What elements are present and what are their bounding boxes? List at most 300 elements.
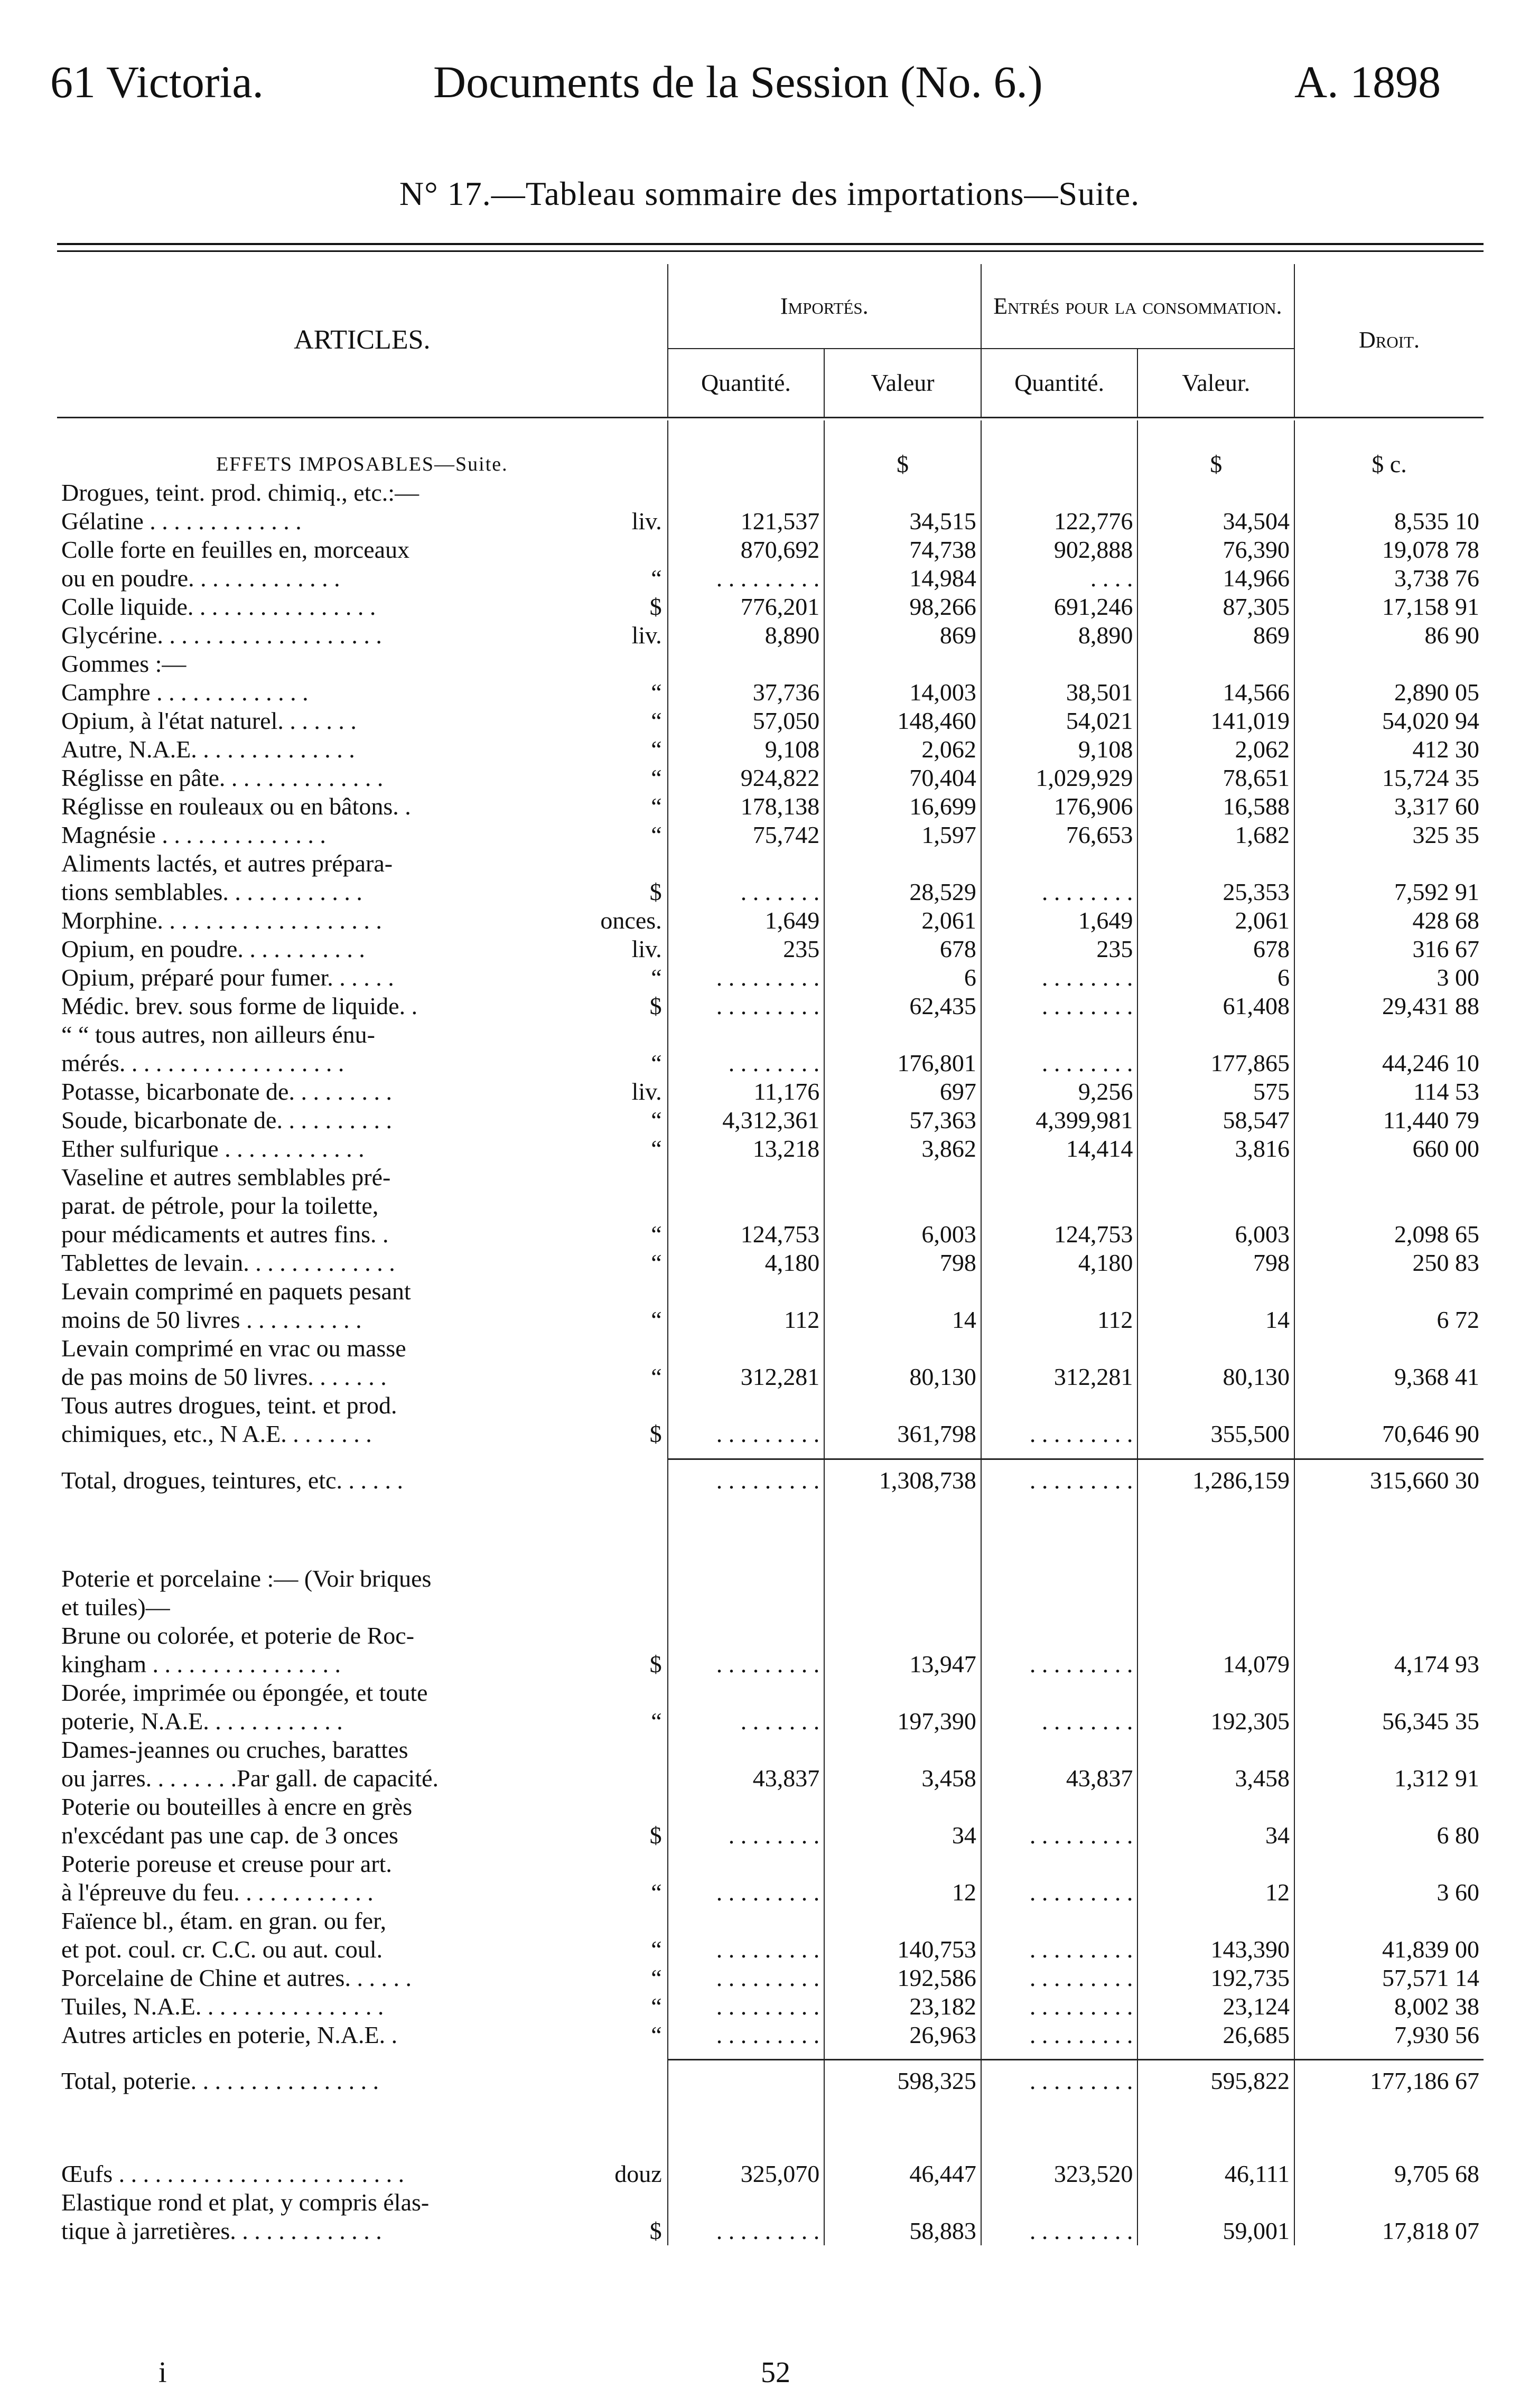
article-label: n'excédant pas une cap. de 3 onces <box>61 1821 398 1849</box>
valeur-entres-cell: 14,079 <box>1137 1650 1294 1679</box>
quantite-importes-cell <box>668 1192 825 1220</box>
droit-cell <box>1294 2188 1484 2217</box>
valeur-importes-cell: 140,753 <box>824 1935 981 1964</box>
col-valeur-entres: Valeur. <box>1137 349 1294 417</box>
valeur-importes-cell <box>824 1192 981 1220</box>
quantite-importes-cell: . . . . . . . . . <box>668 1935 825 1964</box>
unit-label: “ <box>651 1135 662 1162</box>
valeur-entres-cell <box>1137 1593 1294 1622</box>
valeur-entres-cell: 355,500 <box>1137 1420 1294 1448</box>
article-label: Brune ou colorée, et poterie de Roc- <box>61 1622 415 1649</box>
quantite-entres-cell: 323,520 <box>981 2160 1138 2188</box>
valeur-importes-cell: 14,984 <box>824 564 981 593</box>
article-label: Camphre . . . . . . . . . . . . . <box>61 679 309 706</box>
valeur-importes-cell <box>824 2188 981 2217</box>
valeur-entres-cell: 76,390 <box>1137 536 1294 564</box>
article-cell <box>57 593 668 621</box>
unit-label: $ <box>649 1650 662 1678</box>
total-row-poterie <box>57 2060 1484 2102</box>
table-row <box>57 792 1484 821</box>
droit-cell: 1,312 91 <box>1294 1764 1484 1793</box>
unit-label: “ <box>651 1707 662 1735</box>
article-cell <box>57 1334 668 1363</box>
footer-signature-mark: i <box>158 2356 167 2389</box>
valeur-entres-cell: 46,111 <box>1137 2160 1294 2188</box>
table-row <box>57 1192 1484 1220</box>
quantite-entres-cell: 9,108 <box>981 735 1138 764</box>
valeur-entres-cell: 1,682 <box>1137 821 1294 849</box>
valeur-entres-cell: 192,305 <box>1137 1707 1294 1736</box>
valeur-importes-cell <box>824 849 981 878</box>
quantite-importes-cell: . . . . . . . . . <box>668 992 825 1020</box>
valeur-importes-cell: 2,061 <box>824 906 981 935</box>
droit-cell: 7,592 91 <box>1294 878 1484 906</box>
article-cell <box>57 1964 668 1992</box>
article-label: Morphine. . . . . . . . . . . . . . . . . . . <box>61 907 382 934</box>
currency-entres: $ <box>1137 420 1294 479</box>
table-row <box>57 1135 1484 1163</box>
quantite-entres-cell: . . . . . . . . . <box>981 1935 1138 1964</box>
quantite-importes-cell: . . . . . . . . . <box>668 1992 825 2021</box>
article-label: mérés. . . . . . . . . . . . . . . . . . . <box>61 1050 344 1076</box>
table-row <box>57 507 1484 536</box>
table-row <box>57 2217 1484 2245</box>
valeur-importes-cell: 6,003 <box>824 1220 981 1249</box>
article-cell <box>57 1420 668 1448</box>
valeur-entres-cell: 595,822 <box>1137 2060 1294 2102</box>
valeur-importes-cell <box>824 1907 981 1935</box>
quantite-entres-cell <box>981 1907 1138 1935</box>
quantite-importes-cell <box>668 1736 825 1764</box>
valeur-entres-cell: 34 <box>1137 1821 1294 1850</box>
table-row <box>57 2188 1484 2217</box>
article-label: “ “ tous autres, non ailleurs énu- <box>61 1021 375 1048</box>
valeur-importes-cell: 14 <box>824 1306 981 1334</box>
quantite-importes-cell: . . . . . . . <box>668 878 825 906</box>
valeur-importes-cell <box>824 1334 981 1363</box>
valeur-entres-cell <box>1137 650 1294 678</box>
droit-cell: 315,660 30 <box>1294 1459 1484 1501</box>
valeur-importes-cell <box>824 479 981 507</box>
article-cell <box>57 1391 668 1420</box>
quantite-importes-cell: 178,138 <box>668 792 825 821</box>
valeur-importes-cell: 26,963 <box>824 2021 981 2049</box>
quantite-importes-cell <box>668 1277 825 1306</box>
quantite-entres-cell: . . . . . . . . . <box>981 1650 1138 1679</box>
droit-cell: 29,431 88 <box>1294 992 1484 1020</box>
article-cell <box>57 1878 668 1907</box>
col-quantite-importes: Quantité. <box>668 349 825 417</box>
table-row <box>57 621 1484 650</box>
unit-label: $ <box>649 992 662 1019</box>
table-row <box>57 564 1484 593</box>
valeur-importes-cell <box>824 1593 981 1622</box>
article-label: Levain comprimé en paquets pesant <box>61 1278 411 1305</box>
quantite-importes-cell: 1,649 <box>668 906 825 935</box>
droit-cell <box>1294 1793 1484 1821</box>
article-label: Dorée, imprimée ou épongée, et toute <box>61 1679 428 1706</box>
header-document-title: Documents de la Session (No. 6.) <box>433 57 1043 107</box>
droit-cell: 70,646 90 <box>1294 1420 1484 1448</box>
valeur-importes-cell <box>824 1564 981 1593</box>
quantite-importes-cell: 325,070 <box>668 2160 825 2188</box>
quantite-entres-cell: . . . . . . . . <box>981 1049 1138 1077</box>
quantite-entres-cell: . . . . . . . . . <box>981 2021 1138 2049</box>
import-summary-table <box>57 264 1484 2245</box>
article-cell <box>57 1277 668 1306</box>
valeur-entres-cell <box>1137 1192 1294 1220</box>
unit-label: liv. <box>631 935 662 962</box>
spacer-row <box>57 1501 1484 1564</box>
unit-label: $ <box>649 2217 662 2244</box>
unit-label: liv. <box>631 1078 662 1105</box>
article-cell <box>57 963 668 992</box>
article-label: Poterie et porcelaine :— (Voir briques <box>61 1564 432 1592</box>
col-valeur-importes: Valeur <box>824 349 981 417</box>
article-cell <box>57 992 668 1020</box>
article-label: ou jarres. . . . . . . .Par gall. de capacité. <box>61 1764 439 1792</box>
table-row <box>57 878 1484 906</box>
article-label: Colle liquide. . . . . . . . . . . . . . . . <box>61 593 376 620</box>
table-row <box>57 1020 1484 1049</box>
article-label: kingham . . . . . . . . . . . . . . . . <box>61 1650 341 1678</box>
table-row <box>57 1564 1484 1593</box>
quantite-importes-cell: 13,218 <box>668 1135 825 1163</box>
droit-cell: 250 83 <box>1294 1249 1484 1277</box>
quantite-entres-cell: . . . . . . . . . <box>981 1878 1138 1907</box>
valeur-entres-cell: 6 <box>1137 963 1294 992</box>
col-quantite-entres: Quantité. <box>981 349 1138 417</box>
unit-label: $ <box>649 878 662 905</box>
droit-cell <box>1294 1163 1484 1192</box>
table-row <box>57 1420 1484 1448</box>
quantite-importes-cell: 235 <box>668 935 825 963</box>
quantite-entres-cell: . . . . . . . . <box>981 1707 1138 1736</box>
quantite-entres-cell: . . . . . . . . <box>981 963 1138 992</box>
header-session-year: 61 Victoria. <box>50 57 264 107</box>
quantite-entres-cell: 176,906 <box>981 792 1138 821</box>
article-cell <box>57 1306 668 1334</box>
valeur-entres-cell: 141,019 <box>1137 707 1294 735</box>
valeur-entres-cell: 26,685 <box>1137 2021 1294 2049</box>
table-row <box>57 821 1484 849</box>
valeur-importes-cell: 62,435 <box>824 992 981 1020</box>
droit-cell <box>1294 1564 1484 1593</box>
quantite-entres-cell <box>981 1793 1138 1821</box>
valeur-importes-cell: 98,266 <box>824 593 981 621</box>
valeur-entres-cell: 59,001 <box>1137 2217 1294 2245</box>
article-label: Médic. brev. sous forme de liquide. . <box>61 992 418 1019</box>
article-cell <box>57 2188 668 2217</box>
col-importes-header: Importés. <box>668 264 981 349</box>
article-label: Magnésie . . . . . . . . . . . . . . <box>61 821 326 848</box>
quantite-importes-cell <box>668 1793 825 1821</box>
droit-cell: 54,020 94 <box>1294 707 1484 735</box>
quantite-entres-cell <box>981 1163 1138 1192</box>
quantite-entres-cell <box>981 1850 1138 1878</box>
droit-cell: 15,724 35 <box>1294 764 1484 792</box>
valeur-importes-cell <box>824 1793 981 1821</box>
valeur-importes-cell <box>824 1020 981 1049</box>
valeur-entres-cell <box>1137 1277 1294 1306</box>
unit-label: liv. <box>631 508 662 535</box>
droit-cell <box>1294 849 1484 878</box>
quantite-importes-cell: 4,180 <box>668 1249 825 1277</box>
article-label: Porcelaine de Chine et autres. . . . . . <box>61 1964 412 1991</box>
quantite-entres-cell <box>981 1020 1138 1049</box>
unit-label: “ <box>651 793 662 820</box>
quantite-importes-cell: . . . . . . . . . <box>668 1878 825 1907</box>
quantite-entres-cell <box>981 1277 1138 1306</box>
quantite-importes-cell: . . . . . . . . <box>668 1049 825 1077</box>
article-label: Poterie ou bouteilles à encre en grès <box>61 1793 413 1820</box>
quantite-entres-cell: 1,649 <box>981 906 1138 935</box>
valeur-importes-cell <box>824 650 981 678</box>
spacer-row <box>57 2049 1484 2060</box>
valeur-importes-cell <box>824 1622 981 1650</box>
valeur-importes-cell <box>824 1850 981 1878</box>
valeur-importes-cell: 58,883 <box>824 2217 981 2245</box>
quantite-entres-cell: 312,281 <box>981 1363 1138 1391</box>
table-row <box>57 707 1484 735</box>
valeur-importes-cell: 2,062 <box>824 735 981 764</box>
valeur-entres-cell: 177,865 <box>1137 1049 1294 1077</box>
article-label: tique à jarretières. . . . . . . . . . . . . <box>61 2217 382 2244</box>
valeur-importes-cell <box>824 1163 981 1192</box>
quantite-entres-cell <box>981 650 1138 678</box>
droit-cell <box>1294 1622 1484 1650</box>
article-label: Autre, N.A.E. . . . . . . . . . . . . . <box>61 736 355 763</box>
droit-cell <box>1294 1391 1484 1420</box>
article-label: Autres articles en poterie, N.A.E. . <box>61 2021 398 2048</box>
quantite-entres-cell: 124,753 <box>981 1220 1138 1249</box>
unit-label: “ <box>651 1964 662 1991</box>
quantite-importes-cell <box>668 1020 825 1049</box>
article-cell <box>57 507 668 536</box>
quantite-importes-cell: 312,281 <box>668 1363 825 1391</box>
quantite-importes-cell: 121,537 <box>668 507 825 536</box>
valeur-entres-cell: 25,353 <box>1137 878 1294 906</box>
quantite-importes-cell: . . . . . . . . <box>668 1821 825 1850</box>
valeur-entres-cell <box>1137 1622 1294 1650</box>
valeur-entres-cell: 3,458 <box>1137 1764 1294 1793</box>
double-rule-top-2 <box>57 250 1484 252</box>
article-label: de pas moins de 50 livres. . . . . . . <box>61 1363 387 1390</box>
quantite-importes-cell: 43,837 <box>668 1764 825 1793</box>
article-label: Aliments lactés, et autres prépara- <box>61 850 393 877</box>
droit-cell: 6 72 <box>1294 1306 1484 1334</box>
article-cell <box>57 2021 668 2049</box>
valeur-entres-cell: 678 <box>1137 935 1294 963</box>
valeur-importes-cell: 13,947 <box>824 1650 981 1679</box>
valeur-entres-cell: 14,566 <box>1137 678 1294 707</box>
quantite-entres-cell: 4,399,981 <box>981 1106 1138 1135</box>
article-label: Ether sulfurique . . . . . . . . . . . . <box>61 1135 365 1162</box>
droit-cell: 2,098 65 <box>1294 1220 1484 1249</box>
quantite-importes-cell: . . . . . . . . . <box>668 1650 825 1679</box>
article-cell <box>57 2160 668 2188</box>
valeur-entres-cell <box>1137 1736 1294 1764</box>
droit-cell: 3,317 60 <box>1294 792 1484 821</box>
droit-cell: 660 00 <box>1294 1135 1484 1163</box>
table-row <box>57 1964 1484 1992</box>
unit-label: “ <box>651 964 662 991</box>
quantite-entres-cell: . . . . . . . . . <box>981 1459 1138 1501</box>
quantite-importes-cell: 924,822 <box>668 764 825 792</box>
currency-droit: $ c. <box>1294 420 1484 479</box>
valeur-entres-cell <box>1137 1850 1294 1878</box>
unit-label: “ <box>651 1221 662 1248</box>
valeur-importes-cell: 3,862 <box>824 1135 981 1163</box>
quantite-entres-cell: 76,653 <box>981 821 1138 849</box>
quantite-importes-cell: . . . . . . . . . <box>668 564 825 593</box>
valeur-importes-cell <box>824 1679 981 1707</box>
article-cell <box>57 2060 668 2102</box>
droit-cell: 41,839 00 <box>1294 1935 1484 1964</box>
valeur-importes-cell <box>824 1391 981 1420</box>
valeur-importes-cell: 46,447 <box>824 2160 981 2188</box>
article-label: Gommes :— <box>61 650 186 677</box>
unit-label: “ <box>651 764 662 791</box>
article-cell <box>57 2217 668 2245</box>
quantite-importes-cell: . . . . . . . <box>668 1707 825 1736</box>
quantite-entres-cell: . . . . . . . . . <box>981 1821 1138 1850</box>
valeur-entres-cell: 143,390 <box>1137 1935 1294 1964</box>
unit-label: “ <box>651 1363 662 1390</box>
article-label: Colle forte en feuilles en, morceaux <box>61 536 410 563</box>
unit-label: “ <box>651 1107 662 1133</box>
valeur-importes-cell: 197,390 <box>824 1707 981 1736</box>
valeur-importes-cell: 361,798 <box>824 1420 981 1448</box>
quantite-importes-cell: 124,753 <box>668 1220 825 1249</box>
article-label: et tuiles)— <box>61 1593 170 1620</box>
article-label: Soude, bicarbonate de. . . . . . . . . . <box>61 1107 392 1133</box>
droit-cell: 4,174 93 <box>1294 1650 1484 1679</box>
article-cell <box>57 564 668 593</box>
table-row <box>57 1363 1484 1391</box>
quantite-importes-cell <box>668 1334 825 1363</box>
unit-label: “ <box>651 565 662 592</box>
article-cell <box>57 1020 668 1049</box>
article-label: moins de 50 livres . . . . . . . . . . <box>61 1306 362 1333</box>
droit-cell: 316 67 <box>1294 935 1484 963</box>
quantite-entres-cell: 54,021 <box>981 707 1138 735</box>
table-row <box>57 479 1484 507</box>
valeur-entres-cell: 14 <box>1137 1306 1294 1334</box>
droit-cell <box>1294 1850 1484 1878</box>
table-row <box>57 678 1484 707</box>
unit-label: “ <box>651 1992 662 2020</box>
total-row-drogues <box>57 1459 1484 1501</box>
valeur-importes-cell: 14,003 <box>824 678 981 707</box>
table-row <box>57 992 1484 1020</box>
table-row <box>57 1992 1484 2021</box>
table-body <box>57 420 1484 2245</box>
valeur-importes-cell <box>824 1736 981 1764</box>
unit-label: “ <box>651 736 662 763</box>
article-label: Total, drogues, teintures, etc. . . . . . <box>61 1466 404 1494</box>
quantite-importes-cell <box>668 479 825 507</box>
valeur-entres-cell: 6,003 <box>1137 1220 1294 1249</box>
droit-cell: 2,890 05 <box>1294 678 1484 707</box>
valeur-entres-cell: 58,547 <box>1137 1106 1294 1135</box>
article-label: Tuiles, N.A.E. . . . . . . . . . . . . . . . <box>61 1992 384 2020</box>
quantite-importes-cell <box>668 849 825 878</box>
quantite-entres-cell <box>981 1391 1138 1420</box>
droit-cell: 86 90 <box>1294 621 1484 650</box>
droit-cell <box>1294 1907 1484 1935</box>
table-row <box>57 1593 1484 1622</box>
article-cell <box>57 1907 668 1935</box>
droit-cell: 19,078 78 <box>1294 536 1484 564</box>
article-cell <box>57 1850 668 1878</box>
valeur-entres-cell: 87,305 <box>1137 593 1294 621</box>
quantite-entres-cell <box>981 1593 1138 1622</box>
valeur-importes-cell: 6 <box>824 963 981 992</box>
article-label: Tous autres drogues, teint. et prod. <box>61 1392 397 1419</box>
valeur-entres-cell: 61,408 <box>1137 992 1294 1020</box>
quantite-importes-cell: . . . . . . . . . <box>668 963 825 992</box>
valeur-importes-cell: 1,597 <box>824 821 981 849</box>
table-row <box>57 906 1484 935</box>
quantite-entres-cell: . . . . . . . . . <box>981 2217 1138 2245</box>
unit-label: “ <box>651 679 662 706</box>
table-row <box>57 1764 1484 1793</box>
section-label-row <box>57 420 1484 479</box>
quantite-importes-cell: . . . . . . . . . <box>668 1420 825 1448</box>
valeur-entres-cell <box>1137 1679 1294 1707</box>
valeur-importes-cell: 678 <box>824 935 981 963</box>
quantite-importes-cell <box>668 1564 825 1593</box>
unit-label: “ <box>651 1878 662 1906</box>
article-cell <box>57 1220 668 1249</box>
droit-cell <box>1294 1020 1484 1049</box>
quantite-entres-cell <box>981 1622 1138 1650</box>
quantite-importes-cell <box>668 1391 825 1420</box>
article-label: tions semblables. . . . . . . . . . . . <box>61 878 362 905</box>
article-cell <box>57 1764 668 1793</box>
droit-cell: 6 80 <box>1294 1821 1484 1850</box>
article-cell <box>57 650 668 678</box>
valeur-importes-cell <box>824 1277 981 1306</box>
col-articles-header: ARTICLES. <box>294 325 431 355</box>
valeur-importes-cell: 176,801 <box>824 1049 981 1077</box>
quantite-importes-cell <box>668 1622 825 1650</box>
header-year: A. 1898 <box>1294 57 1441 107</box>
valeur-entres-cell: 78,651 <box>1137 764 1294 792</box>
valeur-importes-cell: 3,458 <box>824 1764 981 1793</box>
quantite-entres-cell <box>981 1564 1138 1593</box>
valeur-entres-cell <box>1137 1907 1294 1935</box>
quantite-entres-cell: 235 <box>981 935 1138 963</box>
unit-label: onces. <box>600 907 662 934</box>
table-row <box>57 1650 1484 1679</box>
article-label: Drogues, teint. prod. chimiq., etc.:— <box>61 479 419 506</box>
table-row <box>57 1391 1484 1420</box>
article-cell <box>57 621 668 650</box>
article-cell <box>57 1821 668 1850</box>
double-rule-top-1 <box>57 243 1484 245</box>
article-cell <box>57 764 668 792</box>
quantite-entres-cell: 9,256 <box>981 1077 1138 1106</box>
table-row <box>57 935 1484 963</box>
valeur-importes-cell: 869 <box>824 621 981 650</box>
valeur-importes-cell: 598,325 <box>824 2060 981 2102</box>
droit-cell <box>1294 1334 1484 1363</box>
valeur-importes-cell: 57,363 <box>824 1106 981 1135</box>
droit-cell: 3 60 <box>1294 1878 1484 1907</box>
table-row <box>57 1334 1484 1363</box>
